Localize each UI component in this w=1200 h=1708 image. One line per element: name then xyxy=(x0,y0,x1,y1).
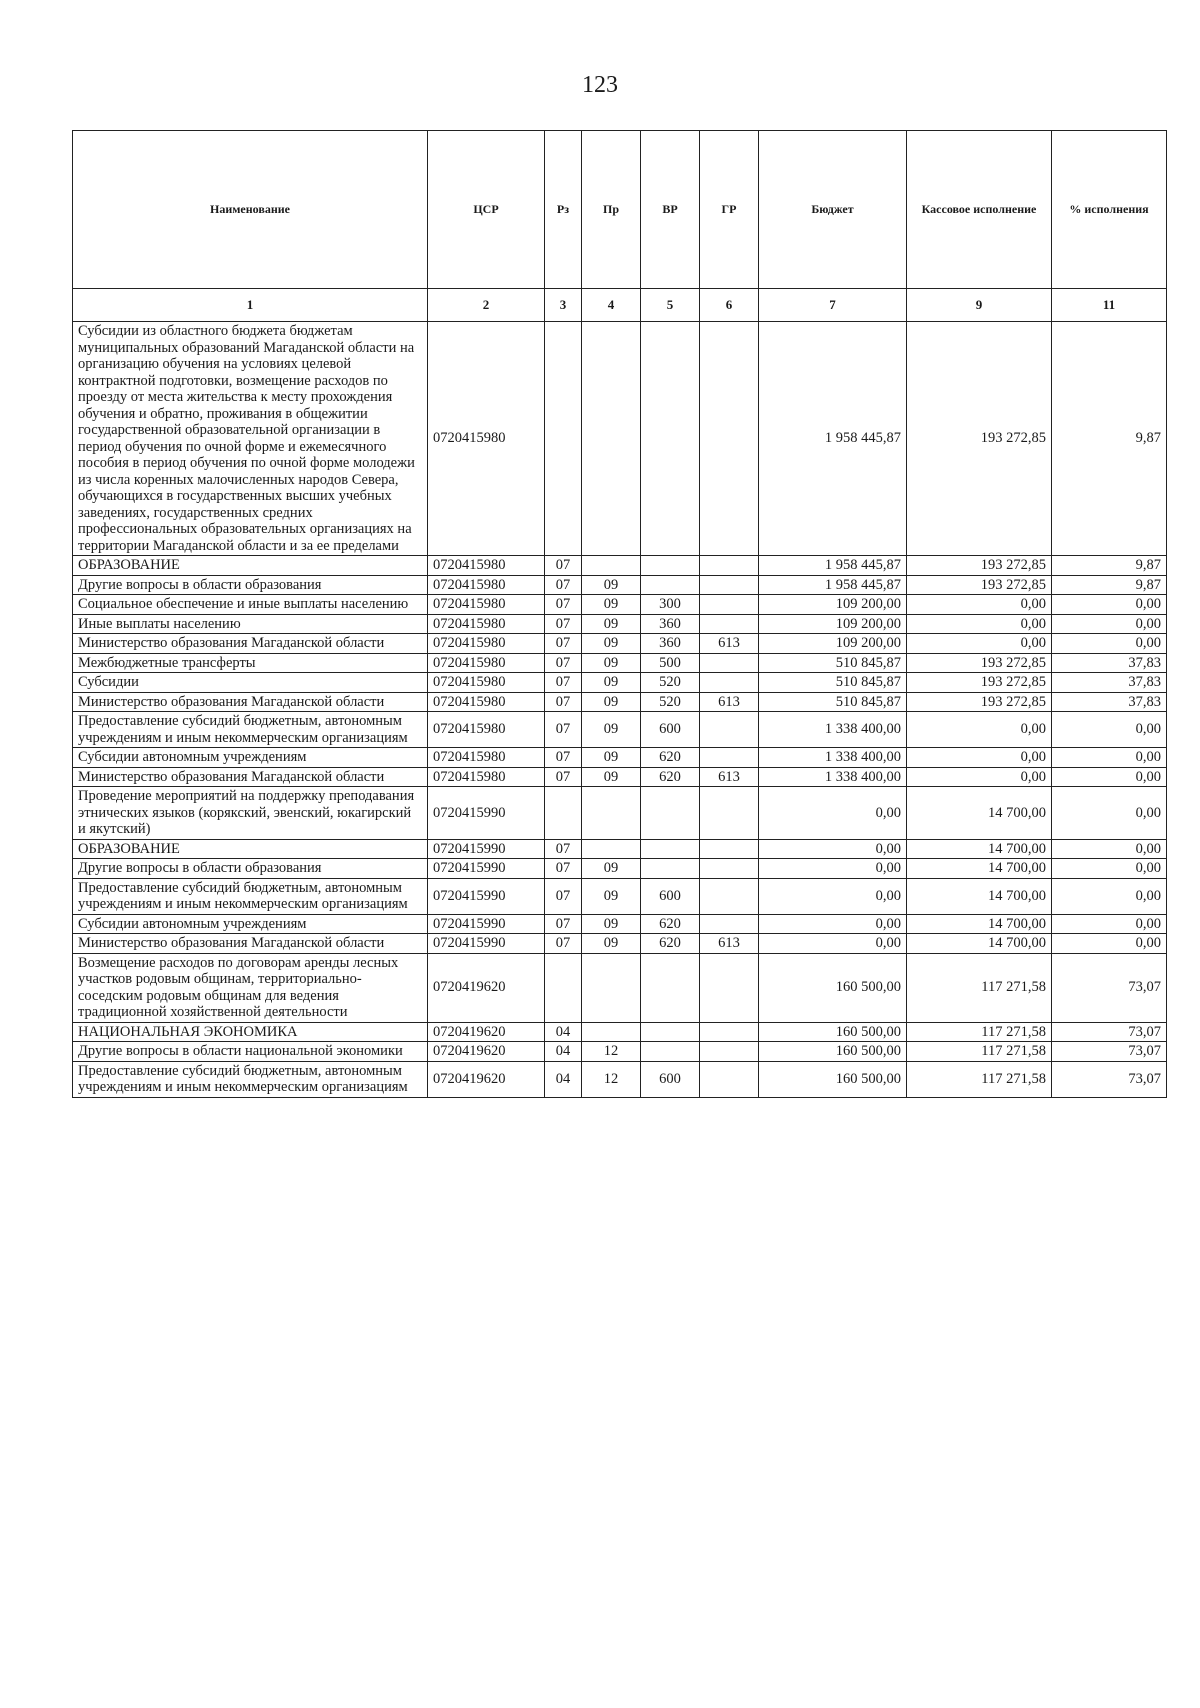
cell-pr xyxy=(582,322,641,556)
cell-percent: 9,87 xyxy=(1052,575,1167,595)
cell-cash-execution: 0,00 xyxy=(907,712,1052,748)
cell-name: ОБРАЗОВАНИЕ xyxy=(73,556,428,576)
cell-name: Субсидии из областного бюджета бюджетам муниципальных образований Магаданской области на организацию обучения на условиях целевой контрактной подготовки, возмещение расходов по проезду от места жительства к месту прохождения обучения и обратно, проживания в общежитии государственной образовательной организации в период обучения по очной форме и ежемесячного пособия в период обучения по очной форме молодежи из числа коренных малочисленных народов Севера, обучающихся в государственных высших учебных заведениях, государственных средних профессиональных образовательных организациях на территории Магаданской области и за ее пределами xyxy=(73,322,428,556)
cell-rz xyxy=(545,322,582,556)
cell-cash-execution: 14 700,00 xyxy=(907,934,1052,954)
cell-pr: 09 xyxy=(582,767,641,787)
cell-gr xyxy=(700,748,759,768)
cell-gr xyxy=(700,1061,759,1097)
column-number: 5 xyxy=(641,289,700,322)
cell-rz: 04 xyxy=(545,1061,582,1097)
cell-cash-execution: 0,00 xyxy=(907,614,1052,634)
header-cash-execution: Кассовое исполнение xyxy=(907,131,1052,289)
cell-cash-execution: 193 272,85 xyxy=(907,322,1052,556)
cell-gr xyxy=(700,859,759,879)
cell-vr: 600 xyxy=(641,878,700,914)
cell-percent: 0,00 xyxy=(1052,839,1167,859)
cell-percent: 73,07 xyxy=(1052,1061,1167,1097)
cell-gr xyxy=(700,1022,759,1042)
cell-name: Субсидии автономным учреждениям xyxy=(73,748,428,768)
cell-rz: 07 xyxy=(545,914,582,934)
cell-csr: 0720415980 xyxy=(428,673,545,693)
cell-gr xyxy=(700,653,759,673)
cell-pr: 09 xyxy=(582,934,641,954)
cell-gr xyxy=(700,953,759,1022)
cell-budget: 0,00 xyxy=(759,914,907,934)
cell-rz: 07 xyxy=(545,653,582,673)
column-number: 3 xyxy=(545,289,582,322)
cell-csr: 0720419620 xyxy=(428,1042,545,1062)
cell-gr xyxy=(700,914,759,934)
cell-percent: 0,00 xyxy=(1052,914,1167,934)
header-csr: ЦСР xyxy=(428,131,545,289)
cell-rz: 07 xyxy=(545,748,582,768)
header-vr: ВР xyxy=(641,131,700,289)
cell-budget: 160 500,00 xyxy=(759,953,907,1022)
table-row xyxy=(73,878,1167,914)
cell-name: Возмещение расходов по договорам аренды лесных участков родовым общинам, территориально-соседским родовым общинам для ведения традиционной хозяйственной деятельности xyxy=(73,953,428,1022)
cell-pr: 12 xyxy=(582,1042,641,1062)
cell-gr xyxy=(700,787,759,840)
cell-pr: 12 xyxy=(582,1061,641,1097)
cell-rz: 07 xyxy=(545,595,582,615)
cell-csr: 0720415980 xyxy=(428,634,545,654)
column-number: 1 xyxy=(73,289,428,322)
table-row xyxy=(73,1042,1167,1062)
cell-name: Другие вопросы в области образования xyxy=(73,859,428,879)
cell-cash-execution: 14 700,00 xyxy=(907,878,1052,914)
cell-pr: 09 xyxy=(582,859,641,879)
cell-budget: 109 200,00 xyxy=(759,595,907,615)
table-row xyxy=(73,575,1167,595)
cell-csr: 0720415980 xyxy=(428,712,545,748)
cell-gr xyxy=(700,575,759,595)
cell-budget: 160 500,00 xyxy=(759,1042,907,1062)
table-row xyxy=(73,839,1167,859)
column-number: 2 xyxy=(428,289,545,322)
cell-percent: 73,07 xyxy=(1052,1022,1167,1042)
cell-vr xyxy=(641,839,700,859)
cell-csr: 0720415980 xyxy=(428,692,545,712)
cell-name: Предоставление субсидий бюджетным, автономным учреждениям и иным некоммерческим организациям xyxy=(73,712,428,748)
cell-vr: 520 xyxy=(641,692,700,712)
cell-cash-execution: 193 272,85 xyxy=(907,692,1052,712)
cell-gr xyxy=(700,322,759,556)
cell-percent: 0,00 xyxy=(1052,787,1167,840)
cell-pr xyxy=(582,787,641,840)
cell-cash-execution: 14 700,00 xyxy=(907,787,1052,840)
table-row xyxy=(73,748,1167,768)
header-row xyxy=(73,131,1167,289)
table-row xyxy=(73,712,1167,748)
cell-csr: 0720415980 xyxy=(428,614,545,634)
cell-percent: 73,07 xyxy=(1052,1042,1167,1062)
cell-name: Предоставление субсидий бюджетным, автономным учреждениям и иным некоммерческим организациям xyxy=(73,1061,428,1097)
cell-csr: 0720415980 xyxy=(428,322,545,556)
cell-vr: 360 xyxy=(641,614,700,634)
cell-name: Проведение мероприятий на поддержку преподавания этнических языков (корякский, эвенский, юкагирский и якутский) xyxy=(73,787,428,840)
table-row xyxy=(73,1022,1167,1042)
cell-rz: 07 xyxy=(545,556,582,576)
cell-vr: 620 xyxy=(641,767,700,787)
cell-rz xyxy=(545,787,582,840)
table-row xyxy=(73,859,1167,879)
column-number: 9 xyxy=(907,289,1052,322)
cell-gr xyxy=(700,556,759,576)
cell-percent: 0,00 xyxy=(1052,595,1167,615)
budget-execution-table xyxy=(72,130,1167,1098)
cell-rz: 04 xyxy=(545,1042,582,1062)
cell-cash-execution: 117 271,58 xyxy=(907,1022,1052,1042)
cell-vr xyxy=(641,859,700,879)
cell-pr: 09 xyxy=(582,712,641,748)
cell-pr: 09 xyxy=(582,878,641,914)
table-row xyxy=(73,556,1167,576)
cell-csr: 0720415980 xyxy=(428,595,545,615)
header-rz: Рз xyxy=(545,131,582,289)
cell-cash-execution: 0,00 xyxy=(907,748,1052,768)
cell-budget: 510 845,87 xyxy=(759,692,907,712)
cell-budget: 1 958 445,87 xyxy=(759,322,907,556)
cell-name: Субсидии xyxy=(73,673,428,693)
cell-percent: 0,00 xyxy=(1052,614,1167,634)
cell-name: Министерство образования Магаданской области xyxy=(73,634,428,654)
cell-vr xyxy=(641,953,700,1022)
cell-budget: 0,00 xyxy=(759,934,907,954)
cell-gr xyxy=(700,614,759,634)
cell-vr xyxy=(641,575,700,595)
cell-percent: 0,00 xyxy=(1052,634,1167,654)
cell-percent: 73,07 xyxy=(1052,953,1167,1022)
cell-rz: 07 xyxy=(545,692,582,712)
cell-rz: 04 xyxy=(545,1022,582,1042)
cell-pr: 09 xyxy=(582,634,641,654)
cell-vr xyxy=(641,322,700,556)
cell-pr xyxy=(582,839,641,859)
cell-percent: 37,83 xyxy=(1052,653,1167,673)
cell-pr xyxy=(582,556,641,576)
cell-budget: 1 338 400,00 xyxy=(759,767,907,787)
cell-csr: 0720415980 xyxy=(428,575,545,595)
cell-budget: 1 338 400,00 xyxy=(759,748,907,768)
cell-name: Министерство образования Магаданской области xyxy=(73,934,428,954)
cell-csr: 0720415990 xyxy=(428,787,545,840)
cell-budget: 510 845,87 xyxy=(759,653,907,673)
cell-vr: 520 xyxy=(641,673,700,693)
table-row xyxy=(73,1061,1167,1097)
cell-cash-execution: 0,00 xyxy=(907,595,1052,615)
cell-vr: 620 xyxy=(641,914,700,934)
cell-csr: 0720415990 xyxy=(428,839,545,859)
cell-csr: 0720415980 xyxy=(428,748,545,768)
cell-gr xyxy=(700,839,759,859)
cell-name: НАЦИОНАЛЬНАЯ ЭКОНОМИКА xyxy=(73,1022,428,1042)
cell-vr xyxy=(641,1042,700,1062)
cell-name: Другие вопросы в области национальной экономики xyxy=(73,1042,428,1062)
cell-vr: 620 xyxy=(641,934,700,954)
cell-budget: 0,00 xyxy=(759,787,907,840)
cell-budget: 160 500,00 xyxy=(759,1022,907,1042)
cell-rz: 07 xyxy=(545,673,582,693)
table-row xyxy=(73,673,1167,693)
table-row xyxy=(73,953,1167,1022)
cell-vr: 360 xyxy=(641,634,700,654)
table-row xyxy=(73,934,1167,954)
cell-percent: 0,00 xyxy=(1052,748,1167,768)
cell-gr: 613 xyxy=(700,692,759,712)
cell-vr xyxy=(641,787,700,840)
cell-percent: 0,00 xyxy=(1052,859,1167,879)
cell-percent: 9,87 xyxy=(1052,556,1167,576)
cell-vr: 600 xyxy=(641,712,700,748)
cell-budget: 160 500,00 xyxy=(759,1061,907,1097)
cell-percent: 37,83 xyxy=(1052,673,1167,693)
cell-cash-execution: 14 700,00 xyxy=(907,914,1052,934)
cell-name: Другие вопросы в области образования xyxy=(73,575,428,595)
cell-budget: 1 958 445,87 xyxy=(759,575,907,595)
cell-vr xyxy=(641,556,700,576)
cell-csr: 0720415980 xyxy=(428,653,545,673)
cell-cash-execution: 193 272,85 xyxy=(907,556,1052,576)
cell-budget: 1 338 400,00 xyxy=(759,712,907,748)
cell-rz: 07 xyxy=(545,634,582,654)
column-number: 4 xyxy=(582,289,641,322)
cell-csr: 0720415990 xyxy=(428,878,545,914)
cell-budget: 1 958 445,87 xyxy=(759,556,907,576)
cell-pr: 09 xyxy=(582,692,641,712)
cell-rz: 07 xyxy=(545,878,582,914)
cell-gr xyxy=(700,595,759,615)
header-percent-execution: % исполнения xyxy=(1052,131,1167,289)
table-row xyxy=(73,614,1167,634)
cell-budget: 109 200,00 xyxy=(759,614,907,634)
cell-cash-execution: 193 272,85 xyxy=(907,673,1052,693)
cell-gr: 613 xyxy=(700,934,759,954)
cell-name: Министерство образования Магаданской области xyxy=(73,767,428,787)
cell-cash-execution: 0,00 xyxy=(907,634,1052,654)
cell-pr: 09 xyxy=(582,575,641,595)
cell-rz: 07 xyxy=(545,839,582,859)
table-row xyxy=(73,692,1167,712)
cell-pr: 09 xyxy=(582,653,641,673)
cell-vr: 600 xyxy=(641,1061,700,1097)
cell-budget: 109 200,00 xyxy=(759,634,907,654)
cell-gr: 613 xyxy=(700,634,759,654)
table-body xyxy=(73,322,1167,1098)
cell-name: Субсидии автономным учреждениям xyxy=(73,914,428,934)
cell-pr: 09 xyxy=(582,595,641,615)
header-name: Наименование xyxy=(73,131,428,289)
cell-percent: 0,00 xyxy=(1052,767,1167,787)
cell-rz: 07 xyxy=(545,767,582,787)
cell-pr xyxy=(582,953,641,1022)
cell-name: Министерство образования Магаданской области xyxy=(73,692,428,712)
cell-gr xyxy=(700,1042,759,1062)
cell-rz: 07 xyxy=(545,859,582,879)
cell-vr: 300 xyxy=(641,595,700,615)
cell-pr: 09 xyxy=(582,914,641,934)
cell-percent: 0,00 xyxy=(1052,934,1167,954)
cell-rz: 07 xyxy=(545,712,582,748)
table-row xyxy=(73,914,1167,934)
cell-rz: 07 xyxy=(545,614,582,634)
cell-csr: 0720415990 xyxy=(428,859,545,879)
cell-gr: 613 xyxy=(700,767,759,787)
cell-cash-execution: 117 271,58 xyxy=(907,1061,1052,1097)
cell-csr: 0720415990 xyxy=(428,914,545,934)
cell-cash-execution: 14 700,00 xyxy=(907,859,1052,879)
page-number: 123 xyxy=(582,72,618,98)
cell-gr xyxy=(700,673,759,693)
table-row xyxy=(73,653,1167,673)
table-row xyxy=(73,595,1167,615)
header-pr: Пр xyxy=(582,131,641,289)
cell-rz: 07 xyxy=(545,575,582,595)
cell-name: Предоставление субсидий бюджетным, автономным учреждениям и иным некоммерческим организациям xyxy=(73,878,428,914)
cell-cash-execution: 0,00 xyxy=(907,767,1052,787)
cell-vr xyxy=(641,1022,700,1042)
cell-percent: 37,83 xyxy=(1052,692,1167,712)
cell-name: Социальное обеспечение и иные выплаты населению xyxy=(73,595,428,615)
cell-cash-execution: 14 700,00 xyxy=(907,839,1052,859)
cell-csr: 0720415980 xyxy=(428,556,545,576)
cell-gr xyxy=(700,878,759,914)
cell-vr: 620 xyxy=(641,748,700,768)
cell-budget: 0,00 xyxy=(759,878,907,914)
header-gr: ГР xyxy=(700,131,759,289)
cell-pr: 09 xyxy=(582,614,641,634)
cell-cash-execution: 117 271,58 xyxy=(907,953,1052,1022)
cell-pr xyxy=(582,1022,641,1042)
header-budget: Бюджет xyxy=(759,131,907,289)
table-row xyxy=(73,787,1167,840)
cell-csr: 0720419620 xyxy=(428,1061,545,1097)
cell-csr: 0720419620 xyxy=(428,953,545,1022)
cell-cash-execution: 193 272,85 xyxy=(907,575,1052,595)
cell-cash-execution: 117 271,58 xyxy=(907,1042,1052,1062)
cell-name: Иные выплаты населению xyxy=(73,614,428,634)
cell-csr: 0720419620 xyxy=(428,1022,545,1042)
cell-vr: 500 xyxy=(641,653,700,673)
column-number: 11 xyxy=(1052,289,1167,322)
cell-csr: 0720415990 xyxy=(428,934,545,954)
cell-budget: 0,00 xyxy=(759,859,907,879)
cell-cash-execution: 193 272,85 xyxy=(907,653,1052,673)
column-number-row xyxy=(73,289,1167,322)
cell-percent: 0,00 xyxy=(1052,712,1167,748)
cell-gr xyxy=(700,712,759,748)
cell-csr: 0720415980 xyxy=(428,767,545,787)
cell-pr: 09 xyxy=(582,748,641,768)
table-row xyxy=(73,767,1167,787)
cell-rz xyxy=(545,953,582,1022)
cell-percent: 0,00 xyxy=(1052,878,1167,914)
cell-rz: 07 xyxy=(545,934,582,954)
cell-budget: 510 845,87 xyxy=(759,673,907,693)
cell-name: ОБРАЗОВАНИЕ xyxy=(73,839,428,859)
table-row xyxy=(73,322,1167,556)
table-row xyxy=(73,634,1167,654)
cell-percent: 9,87 xyxy=(1052,322,1167,556)
cell-pr: 09 xyxy=(582,673,641,693)
column-number: 6 xyxy=(700,289,759,322)
column-number: 7 xyxy=(759,289,907,322)
cell-name: Межбюджетные трансферты xyxy=(73,653,428,673)
cell-budget: 0,00 xyxy=(759,839,907,859)
